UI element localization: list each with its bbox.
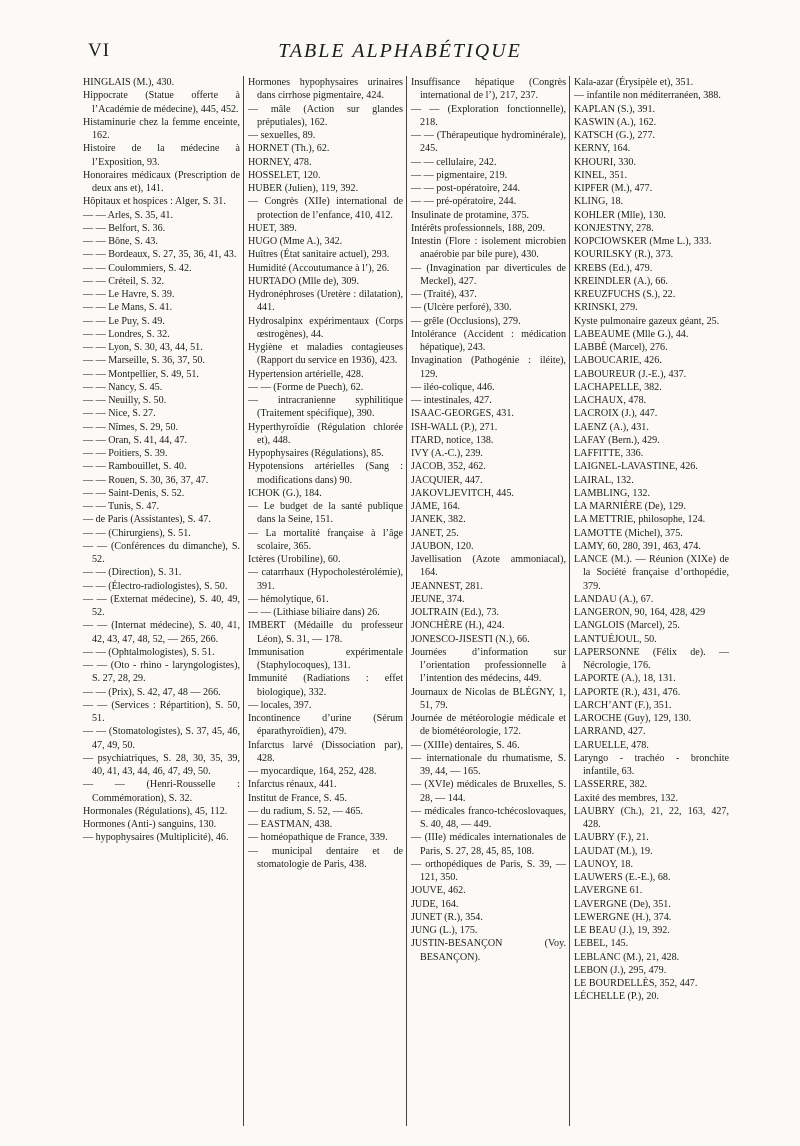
index-entry: — — Montpellier, S. 49, 51. [83, 368, 199, 380]
index-entry: — psychiatriques, S. 28, 30, 35, 39, 40, 41, 43, 44, 46, 47, 49, 50. [83, 752, 240, 777]
index-entry: ITARD, notice, 138. [411, 434, 494, 446]
index-entry: LAPORTE (A.), 18, 131. [574, 673, 676, 685]
index-entry: — — Tunis, S. 47. [83, 501, 160, 512]
index-entry: LANGLOIS (Marcel), 25. [574, 620, 680, 632]
index-entry: Insuffisance hépatique (Congrès international de l’), 217, 237. [411, 77, 566, 102]
index-entry: LAROCHE (Guy), 129, 130. [574, 713, 692, 724]
index-entry: LEBLANC (M.), 21, 428. [574, 951, 680, 963]
index-entry: — — Le Havre, S. 39. [83, 289, 175, 300]
index-entry: IVY (A.-C.), 239. [411, 448, 483, 459]
index-entry: LAIRAL, 132. [574, 474, 634, 486]
index-entry: LAUWERS (E.-E.), 68. [574, 872, 671, 883]
index-entry: — — Poitiers, S. 39. [83, 448, 168, 459]
index-entry: — (Traité), 437. [411, 289, 477, 300]
index-entry: HUGO (Mme A.), 342. [248, 236, 343, 247]
index-entry: LASSERRE, 382. [574, 779, 648, 791]
index-entry: — — (Stomatologistes), S. 37, 45, 46, 47, 49, 50. [83, 726, 240, 751]
index-entry: KRINSKI, 279. [574, 302, 638, 314]
index-entry: LAVERGNE 61. [574, 885, 643, 897]
index-entry: Kyste pulmonaire gazeux géant, 25. [574, 315, 720, 327]
index-entry: — — Rouen, S. 30, 36, 37, 47. [83, 474, 209, 486]
index-entry: LAUNOY, 18. [574, 858, 633, 870]
index-entry: JANEK, 382. [411, 514, 466, 526]
index-entry: HORNEY, 478. [248, 156, 312, 168]
index-entry: LAUDAT (M.), 19. [574, 845, 653, 857]
index-entry: — — (Oto - rhino - laryngologistes), S. 27, 28, 29. [83, 660, 240, 685]
index-entry: LAENZ (A.), 431. [574, 421, 649, 433]
index-entry: LEBEL, 145. [574, 938, 629, 950]
index-entry: — — (Prix), S. 42, 47, 48 — 266. [83, 686, 221, 698]
index-entry: LAFAY (Bern.), 429. [574, 434, 660, 446]
index-entry: JUSTIN-BESANÇON (Voy. BESANÇON). [411, 938, 566, 963]
index-entry: Intestin (Flore : isolement microbien anaérobie par bile pure), 430. [411, 236, 566, 261]
index-entry: — (Invagination par diverticules de Meckel), 427. [411, 262, 566, 287]
index-entry: KREINDLER (A.), 66. [574, 275, 668, 287]
index-entry: — — (Services : Répartition), S. 50, 51. [83, 699, 240, 724]
index-entry: — — Bône, S. 43. [83, 236, 158, 247]
index-entry: JEUNE, 374. [411, 593, 465, 605]
index-entry: KOURILSKY (R.), 373. [574, 249, 674, 261]
index-entry: — infantile non méditerranéen, 388. [574, 90, 721, 102]
index-entry: — — Bordeaux, S. 27, 35, 36, 41, 43. [83, 249, 237, 261]
index-entry: — médicales franco-tchécoslovaques, S. 40, 48, — 449. [411, 805, 566, 830]
index-entry: LABBÉ (Marcel), 276. [574, 342, 668, 353]
index-entry: LANTUÉJOUL, 50. [574, 633, 657, 645]
index-entry: IMBERT (Médaille du professeur Léon), S. 31, — 178. [248, 620, 403, 645]
index-entry: Huîtres (État sanitaire actuel), 293. [248, 249, 390, 261]
index-entry: — EASTMAN, 438. [248, 819, 333, 830]
index-entry: — — Arles, S. 35, 41. [83, 209, 174, 221]
index-entry: KIPFER (M.), 477. [574, 183, 653, 194]
index-entry: JONCHÈRE (H.), 424. [411, 620, 505, 632]
index-entry: LAIGNEL-LAVASTINE, 426. [574, 461, 698, 473]
index-entry: Institut de France, S. 45. [248, 792, 347, 804]
index-entry: — internationale du rhumatisme, S. 39, 44, — 165. [411, 752, 566, 777]
index-entry: — — Rambouillet, S. 40. [83, 461, 187, 473]
index-entry: — — (Électro-radiologistes), S. 50. [83, 580, 228, 592]
index-entry: Laryngo - trachéo - bronchite infantile, 63. [574, 752, 729, 777]
index-entry: — — (Forme de Puech), 62. [248, 381, 364, 393]
index-entry: Hydronéphroses (Uretère : dilatation), 441. [248, 289, 403, 314]
index-entry: KREBS (Ed.), 479. [574, 262, 653, 274]
index-entry: — hypophysaires (Multiplicité), 46. [83, 832, 229, 844]
index-entry: — sexuelles, 89. [248, 130, 316, 141]
index-entry: — municipal dentaire et de stomatologie de Paris, 438. [248, 845, 403, 870]
index-entry: Laxité des membres, 132. [574, 792, 678, 804]
index-entry: Insulinate de protamine, 375. [411, 209, 530, 221]
index-entry: — — (Thérapeutique hydrominérale), 245. [411, 130, 566, 155]
index-columns [80, 76, 734, 1126]
index-entry: LAPERSONNE (Félix de). — Nécrologie, 176. [574, 646, 729, 671]
index-column-4 [569, 76, 732, 1126]
index-entry: LAVERGNE (De), 351. [574, 898, 671, 910]
index-entry: LÉCHELLE (P.), 20. [574, 991, 659, 1003]
index-entry: LAUBRY (Ch.), 21, 22, 163, 427, 428. [574, 805, 729, 830]
index-entry: LAUBRY (F.), 21. [574, 832, 649, 844]
index-entry: JANET, 25. [411, 527, 459, 539]
index-entry: — — Marseille, S. 36, 37, 50. [83, 355, 205, 367]
index-entry: — — Neuilly, S. 50. [83, 395, 167, 406]
index-entry: Kala-azar (Érysipèle et), 351. [574, 77, 694, 88]
index-entry: — — (Internat médecine), S. 40, 41, 42, 43, 47, 48, 52, — 265, 266. [83, 620, 240, 645]
index-column-3 [406, 76, 569, 1126]
index-entry: LEWERGNE (H.), 374. [574, 911, 672, 923]
index-entry: — — Coulommiers, S. 42. [83, 262, 192, 274]
index-entry: HUET, 389. [248, 222, 297, 234]
index-entry: — — Nice, S. 27. [83, 408, 156, 420]
index-entry: Hormonales (Régulations), 45, 112. [83, 805, 228, 817]
index-entry: — — Londres, S. 32. [83, 328, 170, 340]
index-entry: — — Le Mans, S. 41. [83, 302, 173, 314]
index-entry: JOLTRAIN (Ed.), 73. [411, 607, 499, 618]
index-entry: KLING, 18. [574, 196, 624, 208]
index-entry: — — Nancy, S. 45. [83, 381, 163, 393]
index-entry: Hygiène et maladies contagieuses (Rapport du service en 1936), 423. [248, 342, 403, 367]
index-entry: LANGERON, 90, 164, 428, 429 [574, 607, 706, 618]
index-entry: — orthopédiques de Paris, S. 39, — 121, 350. [411, 858, 566, 883]
index-entry: Infarctus rénaux, 441. [248, 779, 337, 791]
index-entry: JUDE, 164. [411, 898, 459, 910]
index-entry: Hypophysaires (Régulations), 85. [248, 448, 384, 459]
index-entry: — — Lyon, S. 30, 43, 44, 51. [83, 342, 203, 353]
index-entry: — — pigmentaire, 219. [411, 169, 508, 181]
index-entry: — — Nîmes, S. 29, 50. [83, 421, 179, 433]
page-title: TABLE ALPHABÉTIQUE [278, 40, 522, 62]
index-entry: Humidité (Accoutumance à l’), 26. [248, 262, 390, 274]
index-entry: LAPORTE (R.), 431, 476. [574, 686, 681, 698]
index-entry: — — (Ophtalmologistes), S. 51. [83, 646, 215, 658]
index-entry: JUNET (R.), 354. [411, 911, 483, 923]
index-entry: Hypertension artérielle, 428. [248, 368, 364, 380]
index-entry: — — pré-opératoire, 244. [411, 196, 517, 208]
index-entry: LACHAPELLE, 382. [574, 381, 662, 393]
index-column-2 [243, 76, 406, 1126]
index-entry: Intérêts professionnels, 188, 209. [411, 222, 545, 234]
index-entry: — — Oran, S. 41, 44, 47. [83, 434, 188, 446]
index-entry: — mâle (Action sur glandes préputiales), 162. [248, 103, 403, 128]
index-entry: JUNG (L.), 175. [411, 925, 478, 936]
index-entry: — — (Conférences du dimanche), S. 52. [83, 540, 240, 565]
index-entry: JACQUIER, 447. [411, 474, 483, 486]
index-entry: ICHOK (G.), 184. [248, 487, 322, 499]
index-entry: LACHAUX, 478. [574, 395, 647, 406]
page-number: VI [88, 40, 111, 61]
index-entry: Hypotensions artérielles (Sang : modifications dans) 90. [248, 461, 403, 486]
index-entry: Journées d’information sur l’orientation professionnelle à l’intention des médecins, 449. [411, 646, 566, 685]
index-entry: Hormones (Anti-) sanguins, 130. [83, 819, 217, 830]
index-entry: — de Paris (Assistantes), S. 47. [83, 514, 211, 526]
index-entry: — du radium, S. 52, — 465. [248, 805, 363, 817]
index-entry: — — (Direction), S. 31. [83, 567, 182, 579]
index-entry: LA METTRIE, philosophe, 124. [574, 514, 706, 526]
index-entry: HURTADO (Mlle de), 309. [248, 275, 360, 287]
index-entry: KERNY, 164. [574, 143, 631, 155]
index-entry: Hôpitaux et hospices : Alger, S. 31. [83, 196, 226, 208]
index-entry: Journée de météorologie médicale et de biométéorologie, 172. [411, 713, 566, 738]
index-entry: — — Le Puy, S. 49. [83, 315, 165, 327]
index-entry: LABOUREUR (J.-E.), 437. [574, 368, 687, 380]
index-entry: KINEL, 351. [574, 169, 627, 181]
index-entry: LARRAND, 427. [574, 726, 646, 738]
index-entry: — La mortalité française à l’âge scolaire, 365. [248, 527, 403, 552]
index-entry: LE BOURDELLÈS, 352, 447. [574, 978, 698, 989]
index-entry: — (XIIIe) dentaires, S. 46. [411, 739, 520, 751]
index-entry: KHOURI, 330. [574, 156, 636, 168]
index-entry: — Le budget de la santé publique dans la Seine, 151. [248, 501, 403, 526]
index-entry: — catarrhaux (Hypocholestérolémie), 391. [248, 567, 403, 592]
index-entry: Ictères (Urobiline), 60. [248, 554, 341, 565]
index-entry: Hydrosalpinx expérimentaux (Corps œstrogènes), 44. [248, 315, 403, 340]
index-entry: Hyperthyroïdie (Régulation chlorée et), 448. [248, 421, 403, 446]
index-entry: LAMY, 60, 280, 391, 463, 474. [574, 540, 701, 552]
index-entry: — — post-opératoire, 244. [411, 183, 521, 194]
index-entry: — — cellulaire, 242. [411, 156, 497, 168]
index-entry: LACROIX (J.), 447. [574, 408, 658, 420]
index-entry: Honoraires médicaux (Prescription de deux ans et), 141. [83, 169, 240, 194]
index-entry: KOHLER (Mlle), 130. [574, 209, 666, 221]
index-entry: Incontinence d’urine (Sérum éparathyroïdien), 479. [248, 713, 403, 738]
index-entry: LAMBLING, 132. [574, 487, 650, 499]
index-entry: — intestinales, 427. [411, 395, 492, 406]
index-column-1 [80, 76, 243, 1126]
index-entry: Javellisation (Azote ammoniacal), 164. [411, 554, 566, 579]
index-entry: LEBON (J.), 295, 479. [574, 964, 667, 976]
index-entry: LE BEAU (J.), 19, 392. [574, 925, 670, 936]
index-entry: — — (Henri-Rousselle : Commémoration), S. 32. [83, 779, 240, 804]
index-entry: JAME, 164. [411, 501, 461, 512]
index-entry: — (IIIe) médicales internationales de Paris, S. 27, 28, 45, 85, 108. [411, 832, 566, 857]
index-entry: Journaux de Nicolas de BLÉGNY, 1, 51, 79. [411, 686, 566, 711]
index-entry: KAPLAN (S.), 391. [574, 103, 656, 115]
index-entry: KOPCIOWSKER (Mme L.), 333. [574, 236, 712, 247]
index-entry: — — Saint-Denis, S. 52. [83, 487, 185, 499]
index-entry: LA MARNIÈRE (De), 129. [574, 501, 686, 512]
index-entry: Immunisation expérimentale (Staphylocoques), 131. [248, 646, 403, 671]
index-entry: ISH-WALL (P.), 271. [411, 421, 498, 433]
index-entry: LAMOTTE (Michel), 375. [574, 527, 683, 539]
index-entry: — — (Chirurgiens), S. 51. [83, 527, 191, 539]
index-entry: — — (Lithiase biliaire dans) 26. [248, 607, 380, 618]
index-entry: LABEAUME (Mlle G.), 44. [574, 328, 689, 340]
index-entry: Intolérance (Accident : médication hépatique), 243. [411, 328, 566, 353]
index-entry: Histoire de la médecine à l’Exposition, 93. [83, 143, 240, 168]
index-entry: — (Ulcère perforé), 330. [411, 302, 512, 314]
index-entry: — Congrès (XIIe) international de protection de l’enfance, 410, 412. [248, 196, 403, 221]
index-entry: LANCE (M.). — Réunion (XIXe) de la Société française d’orthopédie, 379. [574, 554, 729, 592]
index-entry: ISAAC-GEORGES, 431. [411, 408, 514, 420]
index-entry: — (XVIe) médicales de Bruxelles, S. 28, — 144. [411, 779, 566, 804]
index-entry: LABOUCARIE, 426. [574, 355, 662, 367]
index-entry: HUBER (Julien), 119, 392. [248, 183, 359, 194]
index-entry: — homéopathique de France, 339. [248, 832, 388, 844]
index-entry: — — Belfort, S. 36. [83, 222, 166, 234]
index-entry: JONESCO-JISESTI (N.), 66. [411, 633, 530, 645]
index-entry: — hémolytique, 61. [248, 593, 329, 605]
index-entry: KATSCH (G.), 277. [574, 130, 656, 141]
index-entry: — grêle (Occlusions), 279. [411, 315, 521, 327]
index-entry: — intracranienne syphilitique (Traitement spécifique), 390. [248, 395, 403, 420]
index-entry: KREUZFUCHS (S.), 22. [574, 289, 676, 300]
index-entry: Hormones hypophysaires urinaires dans cirrhose pigmentaire, 424. [248, 77, 403, 102]
index-entry: JACOB, 352, 462. [411, 461, 486, 473]
index-entry: Invagination (Pathogénie : iléite), 129. [411, 355, 566, 380]
index-entry: LARCH’ANT (F.), 351. [574, 699, 672, 711]
index-entry: — — Créteil, S. 32. [83, 275, 165, 287]
index-entry: LAFFITTE, 336. [574, 448, 644, 459]
index-entry: Histaminurie chez la femme enceinte, 162. [83, 116, 240, 141]
index-entry: LARUELLE, 478. [574, 739, 649, 751]
index-entry: KONJESTNY, 278. [574, 222, 654, 234]
index-entry: — — (Exploration fonctionnelle), 218. [411, 103, 566, 128]
index-entry: Hippocrate (Statue offerte à l’Académie de médecine), 445, 452. [83, 90, 240, 115]
index-entry: LANDAU (A.), 67. [574, 593, 654, 605]
index-entry: JAUBON, 120. [411, 540, 474, 552]
index-entry: JOUVE, 462. [411, 885, 466, 897]
index-entry: — iléo-colique, 446. [411, 381, 495, 393]
index-entry: — myocardique, 164, 252, 428. [248, 766, 377, 777]
index-entry: KASWIN (A.), 162. [574, 116, 657, 128]
index-entry: HOSSELET, 120. [248, 169, 321, 181]
index-entry: HORNET (Th.), 62. [248, 143, 330, 155]
index-entry: HINGLAIS (M.), 430. [83, 77, 175, 88]
index-entry: — locales, 397. [248, 699, 312, 711]
index-entry: Immunité (Radiations : effet biologique), 332. [248, 673, 403, 698]
index-entry: JEANNEST, 281. [411, 580, 483, 592]
index-entry: Infarctus larvé (Dissociation par), 428. [248, 739, 403, 764]
index-entry: — — (Externat médecine), S. 40, 49, 52. [83, 593, 240, 618]
index-entry: JAKOVLJEVITCH, 445. [411, 487, 514, 499]
